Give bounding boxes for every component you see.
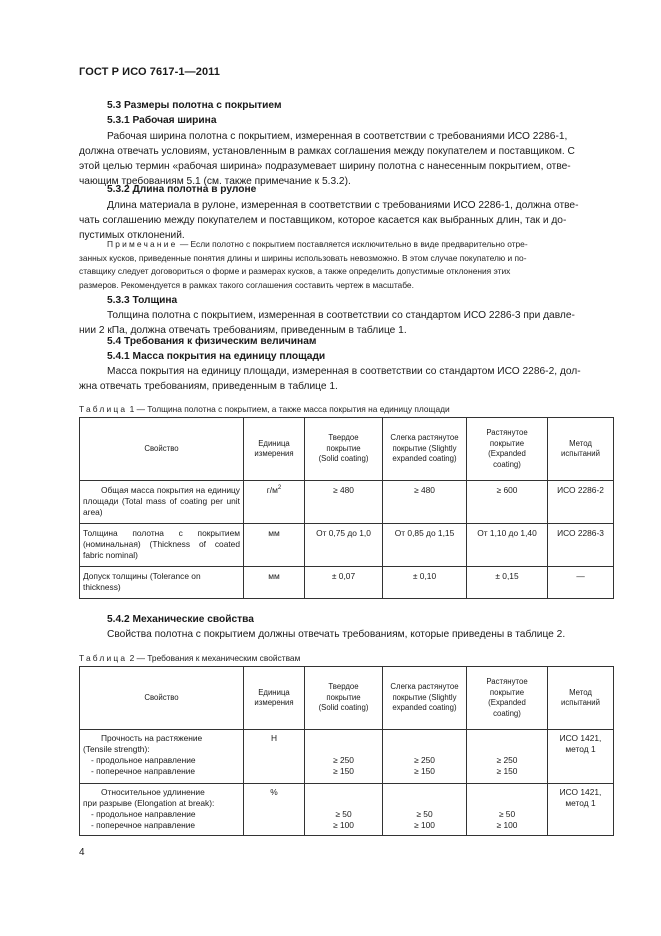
header-solid-coating: Твердое покрытие (Solid coating): [305, 418, 383, 481]
document-header: ГОСТ Р ИСО 7617-1—2011: [79, 66, 220, 78]
table-1-caption: Таблица 1 — Толщина полотна с покрытием, а также масса покрытия на единицу площади: [79, 404, 450, 414]
table-row: [80, 784, 614, 836]
header-expanded-coating: Растянутое покрытие (Expanded coating): [467, 667, 548, 730]
cell-slight: ≥ 50 ≥ 100: [383, 784, 467, 836]
header-unit: Единица измерения: [244, 418, 305, 481]
cell-solid: ± 0,07: [305, 567, 383, 599]
cell-unit: мм: [244, 567, 305, 599]
cell-method: ИСО 1421, метод 1: [548, 730, 614, 784]
cell-expanded: ≥ 50 ≥ 100: [467, 784, 548, 836]
header-test-method: Метод испытаний: [548, 667, 614, 730]
cell-expanded: От 1,10 до 1,40: [467, 524, 548, 567]
cell-expanded: ± 0,15: [467, 567, 548, 599]
table-row: [80, 524, 614, 567]
section-5-4-1-title: 5.4.1 Масса покрытия на единицу площади: [107, 351, 326, 362]
section-5-3-2-text: Длина материала в рулоне, измеренная в соответствии с требованиями ИСО 2286-1, должна отве- чать соглашению между покупателем и поставщиком, которое касается как выбранных длин, так и до- пустимых отклонений.: [79, 200, 579, 241]
table-row: [80, 481, 614, 524]
table-1: [79, 417, 614, 599]
header-test-method: Метод испытаний: [548, 418, 614, 481]
note-5-3-2: Примечание — Если полотно с покрытием поставляется исключительно в виде предварительно отре- занных кусков, приведенные понятия длины и ширины использовать невозможно. В этом случае покупателю и по- ставщику следует договориться о форме и размерах кусков, а также определить допустимые отклонения этих размеров. Рекомендуется в рамках такого соглашения составить чертеж в масштабе.: [79, 239, 528, 290]
cell-slight: ≥ 250 ≥ 150: [383, 730, 467, 784]
cell-solid: ≥ 50 ≥ 100: [305, 784, 383, 836]
section-5-3-1-title: 5.3.1 Рабочая ширина: [107, 115, 217, 126]
section-5-3-3-title: 5.3.3 Толщина: [107, 295, 178, 306]
cell-expanded: ≥ 600: [467, 481, 548, 524]
cell-solid: От 0,75 до 1,0: [305, 524, 383, 567]
section-5-4-1-text: Масса покрытия на единицу площади, измеренная в соответствии со стандартом ИСО 2286-2, дол- жна отвечать требованиям, приведенным в таблице 1.: [79, 366, 581, 392]
table-2: [79, 666, 614, 836]
table-row: [80, 730, 614, 784]
table-2-caption: Таблица 2 — Требования к механическим свойствам: [79, 653, 301, 663]
cell-method: —: [548, 567, 614, 599]
cell-slight: От 0,85 до 1,15: [383, 524, 467, 567]
cell-property: Прочность на растяжение (Tensile strength): - продольное направление - поперечное направление: [80, 730, 244, 784]
cell-method: ИСО 1421, метод 1: [548, 784, 614, 836]
header-property: Свойство: [80, 418, 244, 481]
table-1-header-row: [80, 418, 614, 481]
table-row: [80, 567, 614, 599]
header-slightly-expanded: Слегка растянутое покрытие (Slightly expanded coating): [383, 667, 467, 730]
cell-solid: ≥ 480: [305, 481, 383, 524]
section-5-3-2-title: 5.3.2 Длина полотна в рулоне: [107, 184, 257, 195]
section-5-3-3-text: Толщина полотна с покрытием, измеренная в соответствии со стандартом ИСО 2286-3 при давле- нии 2 кПа, должна отвечать требованиям, приведенным в таблице 1.: [79, 310, 575, 336]
cell-expanded: ≥ 250 ≥ 150: [467, 730, 548, 784]
cell-slight: ± 0,10: [383, 567, 467, 599]
section-5-4-title: 5.4 Требования к физическим величинам: [107, 336, 317, 347]
cell-solid: ≥ 250 ≥ 150: [305, 730, 383, 784]
section-5-3-1-text: Рабочая ширина полотна с покрытием, измеренная в соответствии с требованиями ИСО 2286-1, должна отвечать условиям, установленным в рамках соглашения между покупателем и поставщиком. С этой целью термин «рабочая ширина» подразумевает ширину полотна с нанесенным покрытием, отве- чающим требованиям 5.1 (см. также примечание к 5.3.2).: [79, 131, 575, 187]
header-unit: Единица измерения: [244, 667, 305, 730]
section-5-3-title: 5.3 Размеры полотна с покрытием: [107, 100, 282, 111]
section-5-4-2-text: Свойства полотна с покрытием должны отвечать требованиям, которые приведены в таблице 2.: [107, 629, 566, 640]
cell-unit: %: [244, 784, 305, 836]
cell-property: Относительное удлинение при разрыве (Elongation at break): - продольное направление - поперечное направление: [80, 784, 244, 836]
header-solid-coating: Твердое покрытие (Solid coating): [305, 667, 383, 730]
cell-slight: ≥ 480: [383, 481, 467, 524]
cell-property: Допуск толщины (Tolerance on thickness): [80, 567, 244, 599]
cell-property: Общая масса покрытия на единицу площади (Total mass of coating per unit area): [80, 481, 244, 524]
section-5-4-2-title: 5.4.2 Механические свойства: [107, 614, 254, 625]
header-property: Свойство: [80, 667, 244, 730]
page-number: 4: [79, 847, 85, 858]
cell-property: Толщина полотна с покрытием (номинальная) (Thickness of coated fabric nominal): [80, 524, 244, 567]
cell-method: ИСО 2286-3: [548, 524, 614, 567]
cell-unit: Н: [244, 730, 305, 784]
cell-method: ИСО 2286-2: [548, 481, 614, 524]
cell-unit: $г/м^2$: [244, 481, 305, 524]
header-expanded-coating: Растянутое покрытие (Expanded coating): [467, 418, 548, 481]
header-slightly-expanded: Слегка растянутое покрытие (Slightly expanded coating): [383, 418, 467, 481]
table-2-header-row: [80, 667, 614, 730]
cell-unit: мм: [244, 524, 305, 567]
note-label: Примечание: [107, 239, 178, 249]
